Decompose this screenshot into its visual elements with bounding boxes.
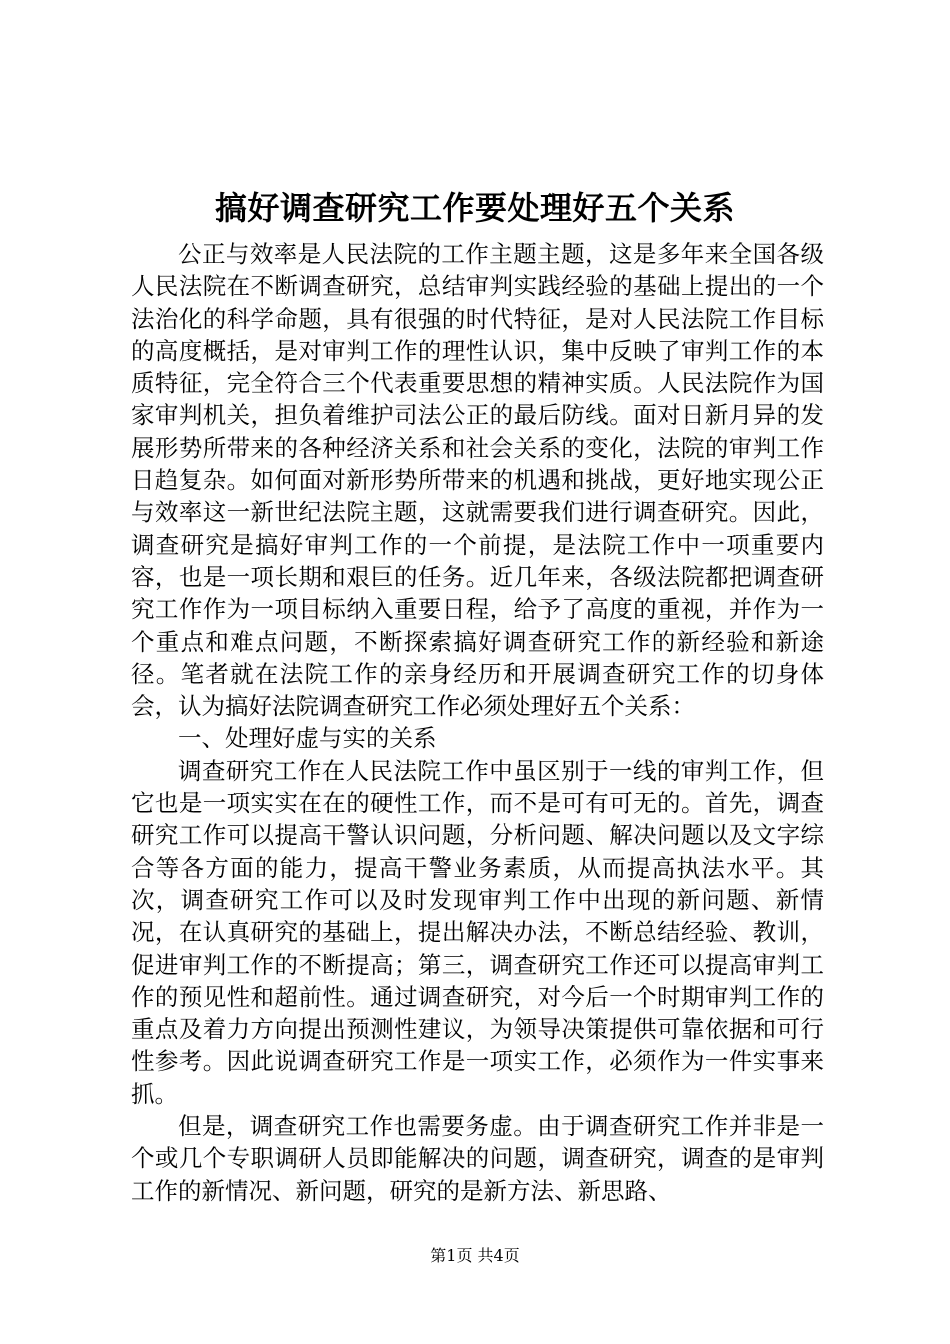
paragraph-section-1: 调查研究工作在人民法院工作中虽区别于一线的审判工作，但它也是一项实实在在的硬性工作，而不是可有可无的。首先，调查研究工作可以提高干警认识问题，分析问题、解决问题以及文字综合等各方面的能力，提高干警业务素质，从而提高执法水平。其次，调查研究工作可以及时发现审判工作中出现的新问题、新情况，在认真研究的基础上，提出解决办法，不断总结经验、教训，促进审判工作的不断提高；第三，调查研究工作还可以提高审判工作的预见性和超前性。通过调查研究，对今后一个时期审判工作的重点及着力方向提出预测性建议，为领导决策提供可靠依据和可行性参考。因此说调查研究工作是一项实工作，必须作为一件实事来抓。 (131, 756, 824, 1108)
paragraph-section-1-continued: 但是，调查研究工作也需要务虚。由于调查研究工作并非是一个或几个专职调研人员即能解决的问题，调查研究，调查的是审判工作的新情况、新问题，研究的是新方法、新思路、 (131, 1112, 824, 1205)
document-body (131, 238, 824, 1207)
document-title: 搞好调查研究工作要处理好五个关系 (214, 189, 735, 227)
section-heading-1: 一、处理好虚与实的关系 (178, 724, 437, 753)
page-footer (0, 1245, 950, 1267)
page-indicator: 第1页 共4页 (430, 1246, 520, 1265)
paragraph-intro: 公正与效率是人民法院的工作主题主题，这是多年来全国各级人民法院在不断调查研究，总结审判实践经验的基础上提出的一个法治化的科学命题，具有很强的时代特征，是对人民法院工作目标的高度概括，是对审判工作的理性认识，集中反映了审判工作的本质特征，完全符合三个代表重要思想的精神实质。人民法院作为国家审判机关，担负着维护司法公正的最后防线。面对日新月异的发展形势所带来的各种经济关系和社会关系的变化，法院的审判工作日趋复杂。如何面对新形势所带来的机遇和挑战，更好地实现公正与效率这一新世纪法院主题，这就需要我们进行调查研究。因此，调查研究是搞好审判工作的一个前提，是法院工作中一项重要内容，也是一项长期和艰巨的任务。近几年来，各级法院都把调查研究工作作为一项目标纳入重要日程，给予了高度的重视，并作为一个重点和难点问题，不断探索搞好调查研究工作的新经验和新途径。笔者就在法院工作的亲身经历和开展调查研究工作的切身体会，认为搞好法院调查研究工作必须处理好五个关系： (131, 240, 824, 721)
